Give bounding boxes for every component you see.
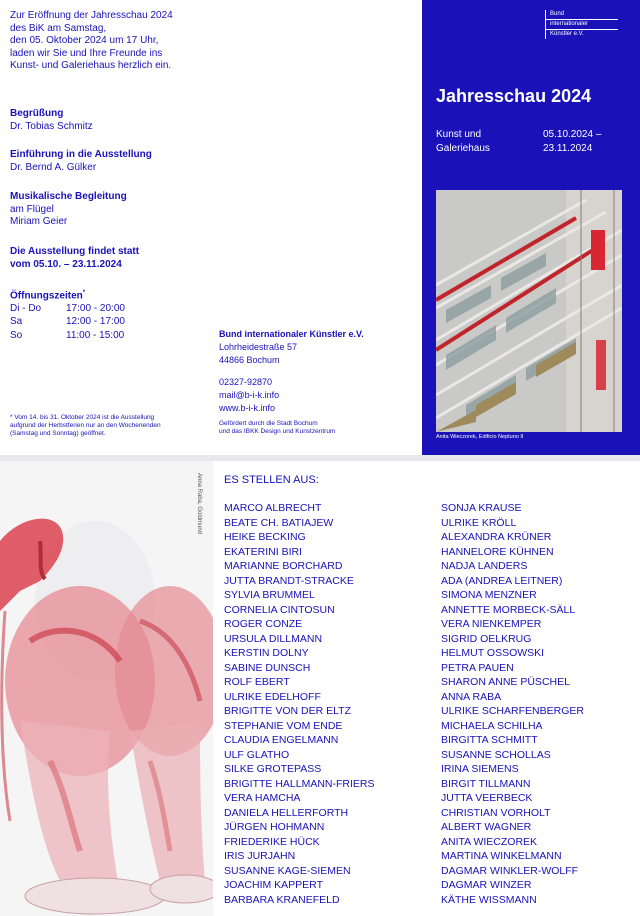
- exhibitor-name: BRIGITTE HALLMANN-FRIERS: [224, 777, 375, 790]
- exhibitors-heading: ES STELLEN AUS:: [224, 474, 319, 486]
- email-link[interactable]: mail@b-i-k.info: [219, 390, 280, 400]
- hours-day: Di - Do: [10, 302, 42, 314]
- watercolor-figure-image: [0, 461, 213, 916]
- address-block: [219, 328, 364, 367]
- hours-heading: Öffnungszeiten*: [10, 290, 86, 302]
- invitation-line: Kunst- und Galeriehaus herzlich ein.: [10, 60, 172, 71]
- invitation-line: Zur Eröffnung der Jahresschau 2024: [10, 10, 173, 21]
- invitation-line: des BiK am Samstag,: [10, 22, 107, 34]
- logo-line: internationaler: [546, 20, 618, 30]
- opening-hours: [10, 287, 125, 342]
- exhibitor-name: ULRIKE KRÖLL: [441, 516, 517, 529]
- exhibitor-name: STEPHANIE VOM ENDE: [224, 719, 343, 732]
- exhibitor-name: DAGMAR WINZER: [441, 879, 532, 891]
- music-name: Miriam Geier: [10, 216, 68, 227]
- exhibitor-name: MICHAELA SCHILHA: [441, 719, 543, 732]
- intro-block: [10, 149, 152, 174]
- exhibitor-name: VERA HAMCHA: [224, 792, 301, 804]
- exhibitor-name: BEATE CH. BATIAJEW: [224, 516, 334, 529]
- exhibitor-name: EKATERINI BIRI: [224, 545, 302, 558]
- exhibitor-name: SIMONA MENZNER: [441, 589, 537, 601]
- invitation-line: den 05. Oktober 2024 um 17 Uhr,: [10, 35, 159, 46]
- exhibitor-name: SABINE DUNSCH: [224, 661, 311, 674]
- funding-note: [219, 420, 335, 436]
- hours-day: So: [10, 329, 23, 341]
- funding-line: Gefördert durch die Stadt Bochum: [219, 420, 318, 427]
- exhibitor-name: MARIANNE BORCHARD: [224, 560, 343, 572]
- exhibition-dates: [543, 128, 601, 156]
- exhibitor-name: HEIKE BECKING: [224, 531, 306, 543]
- org-name: Bund internationaler Künstler e.V.: [219, 329, 364, 339]
- invitation-text: [10, 10, 210, 73]
- intro-heading: Einführung in die Ausstellung: [10, 149, 152, 160]
- hours-footnote: [10, 414, 161, 438]
- exhibitor-name: IRIS JURJAHN: [224, 850, 296, 862]
- exhibitor-name: MARTINA WINKELMANN: [441, 850, 562, 862]
- greeting-block: [10, 108, 93, 133]
- exhibitor-name: ROGER CONZE: [224, 618, 303, 630]
- date-line: 23.11.2024: [543, 143, 593, 154]
- exhibitor-name: BIRGITTA SCHMITT: [441, 734, 538, 746]
- invitation-panel: [0, 0, 640, 455]
- street: Lohrheidestraße 57: [219, 342, 298, 352]
- exhibitor-name: KERSTIN DOLNY: [224, 647, 309, 659]
- exhibitor-name: SHARON ANNE PÜSCHEL: [441, 676, 570, 688]
- exhibitor-name: HELMUT OSSOWSKI: [441, 647, 545, 659]
- exhibitor-name: PETRA PAUEN: [441, 661, 514, 674]
- hours-row: [10, 303, 125, 316]
- exhibitor-name: ALBERT WAGNER: [441, 821, 532, 833]
- exhibitor-name: ANNA RABA: [441, 690, 502, 703]
- footnote-line: aufgrund der Herbstferien nur an den Wochenenden: [10, 422, 161, 429]
- exhibitor-name: CORNELIA CINTOSUN: [224, 603, 335, 616]
- hours-time: 12:00 - 17:00: [66, 316, 125, 328]
- hours-time: 17:00 - 20:00: [66, 302, 125, 314]
- exhibitor-name: ROLF EBERT: [224, 676, 290, 688]
- greeting-heading: Begrüßung: [10, 108, 64, 119]
- exhibitor-name: DAGMAR WINKLER-WOLFF: [441, 864, 579, 877]
- exhibitor-name: ANNETTE MORBECK-SÄLL: [441, 603, 576, 616]
- exhibitor-name: URSULA DILLMANN: [224, 632, 323, 645]
- photo-caption: Anita Wieczorek, Edificio Neptuno II: [436, 434, 524, 440]
- exhibitor-name: ULRIKE EDELHOFF: [224, 690, 321, 703]
- exhibitor-name: SUSANNE KAGE-SIEMEN: [224, 864, 351, 877]
- contact-block: [219, 376, 279, 415]
- greeting-name: Dr. Tobias Schmitz: [10, 120, 93, 132]
- exhibitor-name: BRIGITTE VON DER ELTZ: [224, 705, 351, 717]
- exhibitor-name: VERA NIENKEMPER: [441, 618, 542, 630]
- exhibitors-column-right: [441, 501, 584, 907]
- venue-line: Kunst und: [436, 129, 482, 140]
- exhibitor-name: KÄTHE WISSMANN: [441, 893, 537, 906]
- phone: 02327-92870: [219, 377, 273, 387]
- hours-row: [10, 330, 125, 343]
- music-heading: Musikalische Begleitung: [10, 191, 127, 202]
- exhibitor-name: ALEXANDRA KRÜNER: [441, 531, 552, 543]
- dates-line: Die Ausstellung findet statt: [10, 246, 140, 257]
- exhibitor-name: HANNELORE KÜHNEN: [441, 545, 554, 558]
- exhibitor-name: JUTTA VEERBECK: [441, 792, 533, 804]
- exhibitor-name: SYLVIA BRUMMEL: [224, 589, 315, 601]
- exhibitor-name: BIRGIT TILLMANN: [441, 777, 531, 790]
- venue: [436, 128, 490, 156]
- date-line: 05.10.2024 –: [543, 129, 602, 140]
- footnote-marker: *: [82, 290, 86, 296]
- exhibitor-name: FRIEDERIKE HÜCK: [224, 835, 320, 848]
- bik-logo: [545, 10, 618, 39]
- exhibitor-name: SONJA KRAUSE: [441, 502, 522, 514]
- venue-line: Galeriehaus: [436, 143, 490, 154]
- exhibitor-name: BARBARA KRANEFELD: [224, 893, 340, 906]
- footnote-line: (Samstag und Sonntag) geöffnet.: [10, 430, 106, 437]
- dates-block: [10, 246, 139, 271]
- music-block: [10, 191, 127, 229]
- invitation-line: laden wir Sie und Ihre Freunde ins: [10, 47, 163, 59]
- exhibitor-name: JUTTA BRANDT-STRACKE: [224, 574, 354, 587]
- footnote-line: * Vom 14. bis 31. Oktober 2024 ist die Ausstellung: [10, 414, 155, 421]
- hours-time: 11:00 - 15:00: [66, 329, 125, 341]
- exhibitor-name: ULRIKE SCHARFENBERGER: [441, 705, 584, 717]
- exhibitor-name: IRINA SIEMENS: [441, 763, 519, 775]
- logo-line: Künstler e.V.: [550, 31, 584, 37]
- exhibitor-name: CHRISTIAN VORHOLT: [441, 806, 551, 819]
- exhibitor-name: CLAUDIA ENGELMANN: [224, 734, 339, 746]
- exhibitor-name: SUSANNE SCHOLLAS: [441, 748, 551, 761]
- exhibitor-name: JÜRGEN HOHMANN: [224, 821, 325, 833]
- staircase-artwork-image: [436, 190, 622, 432]
- exhibitor-name: JOACHIM KAPPERT: [224, 879, 323, 891]
- city: 44866 Bochum: [219, 355, 280, 365]
- hours-day: Sa: [10, 316, 23, 328]
- website-link[interactable]: www.b-i-k.info: [219, 403, 276, 413]
- painting-caption: Anna Raba, Goldmund: [196, 473, 202, 535]
- exhibitor-name: SIGRID OELKRUG: [441, 632, 532, 645]
- hours-row: [10, 316, 125, 329]
- intro-name: Dr. Bernd A. Gülker: [10, 161, 97, 173]
- exhibitor-name: ADA (ANDREA LEITNER): [441, 574, 563, 587]
- exhibitors-panel: [0, 461, 640, 916]
- exhibitor-name: DANIELA HELLERFORTH: [224, 806, 349, 819]
- exhibitor-name: SILKE GROTEPASS: [224, 763, 322, 775]
- funding-line: und das IBKK Design und Kunstzentrum: [219, 428, 336, 435]
- dates-line: vom 05.10. – 23.11.2024: [10, 258, 122, 270]
- exhibitor-name: MARCO ALBRECHT: [224, 502, 322, 514]
- exhibitors-column-left: [224, 501, 375, 907]
- exhibitor-name: ULF GLATHO: [224, 748, 290, 761]
- exhibitor-name: ANITA WIECZOREK: [441, 835, 538, 848]
- exhibitor-name: NADJA LANDERS: [441, 560, 528, 572]
- logo-line: Bund: [546, 10, 618, 20]
- cover-title: Jahresschau 2024: [436, 86, 592, 106]
- music-instrument: am Flügel: [10, 203, 54, 215]
